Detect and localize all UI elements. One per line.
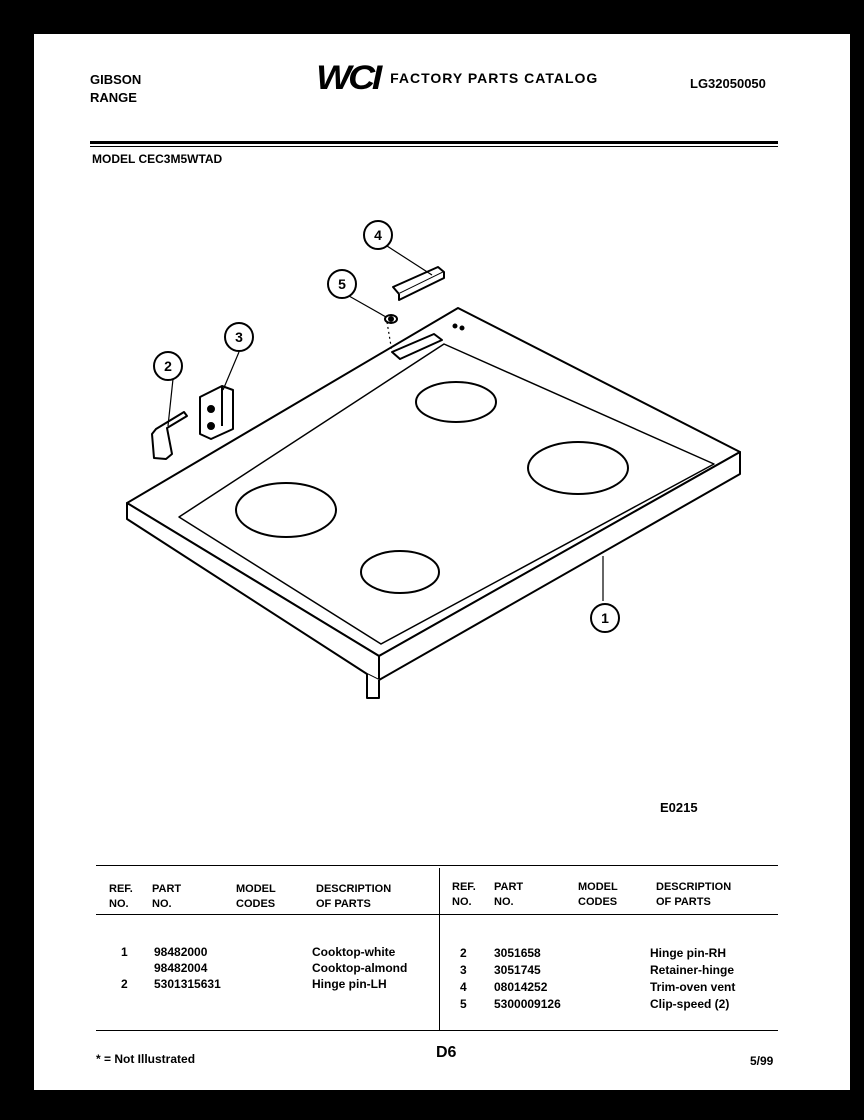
- part-no: 5301315631: [154, 977, 221, 991]
- not-illustrated-note: * = Not Illustrated: [96, 1052, 196, 1066]
- table-row: [96, 944, 436, 960]
- callout-1: [591, 604, 619, 632]
- callout-3: [225, 323, 253, 351]
- table-top-rule: [96, 865, 778, 866]
- part-no: 3051658: [494, 946, 541, 960]
- part-description: Trim-oven vent: [650, 980, 736, 994]
- ref-no: 4: [460, 980, 467, 994]
- figure-code: E0215: [660, 800, 698, 815]
- header-part-right: PART NO.: [494, 881, 524, 908]
- table-row: [440, 945, 780, 962]
- retainer-hinge: [200, 386, 233, 439]
- part-description: Hinge pin-RH: [650, 946, 726, 960]
- parts-list-right: [440, 945, 780, 1013]
- part-description: Cooktop-almond: [312, 961, 408, 975]
- part-description: Retainer-hinge: [650, 963, 735, 977]
- callout-5: [328, 270, 356, 298]
- ref-no: 2: [121, 977, 128, 991]
- table-row: [96, 960, 436, 976]
- part-description: Cooktop-white: [312, 945, 396, 959]
- part-no: 98482000: [154, 945, 208, 959]
- hinge-pin-lh: [152, 412, 187, 459]
- document-id: LG32050050: [690, 76, 766, 91]
- part-description: Clip-speed (2): [650, 997, 730, 1011]
- callout-4: [364, 221, 392, 249]
- cooktop-panel: [127, 308, 740, 656]
- callout-2: [154, 352, 182, 380]
- ref-no: 3: [460, 963, 467, 977]
- callout-1-label: 1: [601, 610, 609, 626]
- header-part-left: PART NO.: [152, 883, 182, 910]
- part-no: 5300009126: [494, 997, 561, 1011]
- model-label: MODEL CEC3M5WTAD: [92, 152, 223, 166]
- page-number: D6: [436, 1044, 457, 1061]
- part-description: Hinge pin-LH: [312, 977, 387, 991]
- table-row: [440, 996, 780, 1013]
- header-codes-left: MODEL CODES: [236, 883, 276, 910]
- table-row: [440, 962, 780, 979]
- table-header-rule: [96, 914, 778, 915]
- callout-5-label: 5: [338, 276, 346, 292]
- revision-date: 5/99: [750, 1054, 774, 1068]
- part-no: 98482004: [154, 961, 208, 975]
- header-desc-right: DESCRIPTION OF PARTS: [656, 881, 732, 908]
- product-type: RANGE: [90, 90, 137, 105]
- callout-3-label: 3: [235, 329, 243, 345]
- callout-2-label: 2: [164, 358, 172, 374]
- ref-no: 2: [460, 946, 467, 960]
- header-ref-right: REF. NO.: [452, 881, 476, 908]
- part-no: 08014252: [494, 980, 548, 994]
- header-ref-left: REF. NO.: [109, 883, 133, 910]
- part-no: 3051745: [494, 963, 541, 977]
- ref-no: 5: [460, 997, 467, 1011]
- table-row: [96, 976, 436, 992]
- header-desc-left: DESCRIPTION OF PARTS: [316, 883, 392, 910]
- header-codes-right: MODEL CODES: [578, 881, 618, 908]
- table-row: [440, 979, 780, 996]
- catalog-title: FACTORY PARTS CATALOG: [390, 70, 599, 86]
- brand-name: GIBSON: [90, 72, 142, 87]
- exploded-parts-diagram: [34, 34, 850, 794]
- ref-no: 1: [121, 945, 128, 959]
- parts-list-left: [96, 944, 436, 992]
- callout-4-label: 4: [374, 227, 382, 243]
- table-bottom-rule: [96, 1030, 778, 1031]
- wci-logo: WCI: [316, 59, 379, 97]
- catalog-page: [34, 34, 850, 1090]
